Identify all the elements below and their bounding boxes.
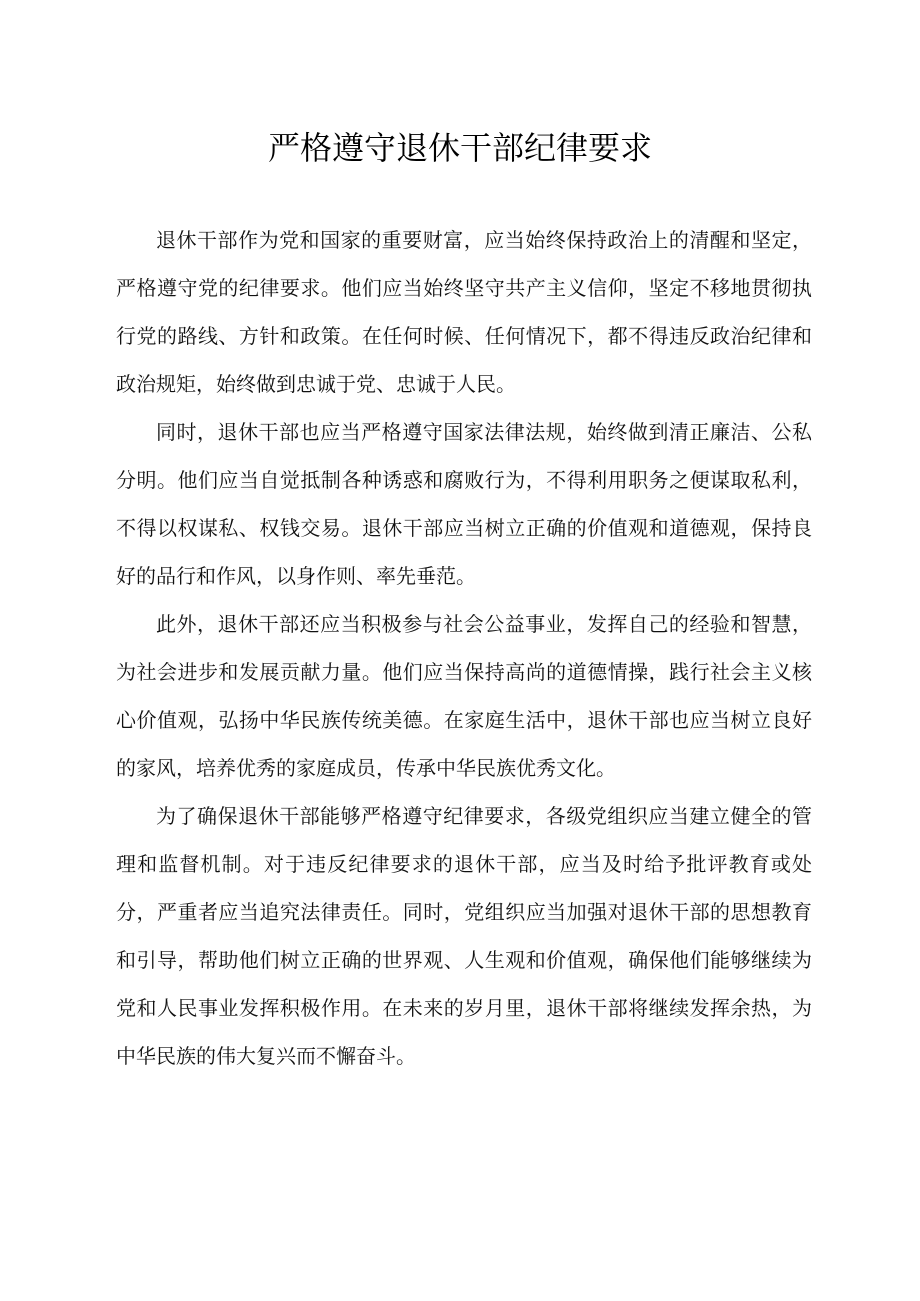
paragraph: 同时，退休干部也应当严格遵守国家法律法规，始终做到清正廉洁、公私分明。他们应当自觉抵制各种诱惑和腐败行为，不得利用职务之便谋取私利，不得以权谋私、权钱交易。退休干部应当树立正确的价值观和道德观，保持良好的品行和作风，以身作则、率先垂范。 xyxy=(116,420,812,588)
document-title: 严格遵守退休干部纪律要求 xyxy=(267,129,652,167)
paragraph: 为了确保退休干部能够严格遵守纪律要求，各级党组织应当建立健全的管理和监督机制。对于违反纪律要求的退休干部，应当及时给予批评教育或处分，严重者应当追究法律责任。同时，党组织应当加强对退休干部的思想教育和引导，帮助他们树立正确的世界观、人生观和价值观，确保他们能够继续为党和人民事业发挥积极作用。在未来的岁月里，退休干部将继续发挥余热，为中华民族的伟大复兴而不懈奋斗。 xyxy=(116,804,812,1068)
paragraph: 此外，退休干部还应当积极参与社会公益事业，发挥自己的经验和智慧，为社会进步和发展贡献力量。他们应当保持高尚的道德情操，践行社会主义核心价值观，弘扬中华民族传统美德。在家庭生活中，退休干部也应当树立良好的家风，培养优秀的家庭成员，传承中华民族优秀文化。 xyxy=(116,612,812,780)
paragraph: 退休干部作为党和国家的重要财富，应当始终保持政治上的清醒和坚定，严格遵守党的纪律要求。他们应当始终坚守共产主义信仰，坚定不移地贯彻执行党的路线、方针和政策。在任何时候、任何情况下，都不得违反政治纪律和政治规矩，始终做到忠诚于党、忠诚于人民。 xyxy=(116,228,812,396)
document-body xyxy=(116,216,812,1080)
